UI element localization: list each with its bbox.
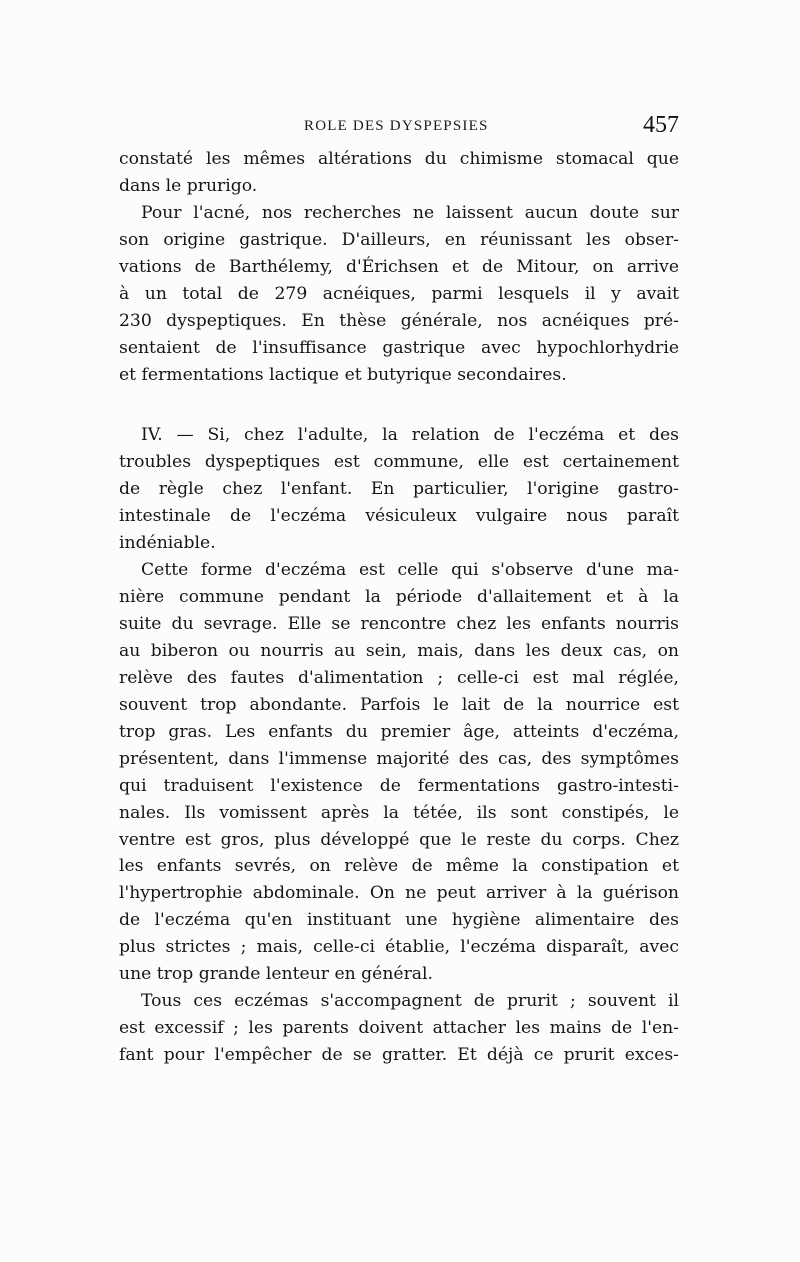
section-gap [119,388,679,422]
text-line: constaté les mêmes altérations du chimisme stomacal que [119,149,679,169]
text-line: de l'eczéma qu'en instituant une hygiène alimentaire des [119,910,679,931]
paragraph [119,146,679,200]
text-line: suite du sevrage. Elle se rencontre chez les enfants nourris [119,614,679,634]
text-line: à un total de 279 acnéiques, parmi lesquels il y avait [119,283,679,304]
text-line: une trop grande lenteur en général. [119,964,433,985]
body-text [119,146,679,1069]
text-line: fant pour l'empêcher de se gratter. Et déjà ce prurit exces- [119,1045,679,1065]
text-line: dans le prurigo. [119,175,258,196]
text-line: 230 dyspeptiques. En thèse générale, nos acnéiques pré- [119,310,679,331]
text-line: nière commune pendant la période d'allaitement et à la [119,587,679,608]
paragraph [119,988,679,1069]
text-line: nales. Ils vomissent après la tétée, ils sont constipés, le [119,802,679,823]
text-line: les enfants sevrés, on relève de même la constipation et [119,856,679,877]
text-line: Tous ces eczémas s'accompagnent de prurit ; souvent il [141,991,679,1012]
text-line: sentaient de l'insuffisance gastrique avec hypochlorhydrie [119,337,679,358]
text-line: ventre est gros, plus développé que le reste du corps. Chez [119,829,679,850]
text-line: qui traduisent l'existence de fermentations gastro-intesti- [119,775,679,796]
text-line: de règle chez l'enfant. En particulier, l'origine gastro- [119,479,679,500]
text-line: son origine gastrique. D'ailleurs, en réunissant les obser- [119,229,679,250]
text-line: au biberon ou nourris au sein, mais, dans les deux cas, on [119,640,679,661]
text-line: l'hypertrophie abdominale. On ne peut arriver à la guérison [119,883,679,904]
running-title: ROLE DES DYSPEPSIES [304,118,489,134]
text-line: et fermentations lactique et butyrique secondaires. [119,364,567,385]
paragraph [119,200,679,389]
text-line: intestinale de l'eczéma vésiculeux vulgaire nous paraît [119,506,679,527]
paragraph [119,422,679,557]
text-line: trop gras. Les enfants du premier âge, atteints d'eczéma, [119,721,679,742]
text-line: IV. — Si, chez l'adulte, la relation de l'eczéma et des [141,425,679,446]
page-header [119,112,679,146]
text-line: vations de Barthélemy, d'Érichsen et de Mitour, on arrive [119,256,679,277]
text-line: souvent trop abondante. Parfois le lait de la nourrice est [119,694,679,715]
paragraph [119,557,679,988]
text-line: Pour l'acné, nos recherches ne laissent aucun doute sur [141,202,679,223]
text-line: plus strictes ; mais, celle-ci établie, l'eczéma disparaît, avec [119,937,679,958]
text-line: présentent, dans l'immense majorité des cas, des symptômes [119,748,679,769]
text-line: relève des fautes d'alimentation ; celle-ci est mal réglée, [119,667,679,688]
text-line: troubles dyspeptiques est commune, elle est certainement [119,452,679,473]
text-line: est excessif ; les parents doivent attacher les mains de l'en- [119,1018,679,1039]
text-line: indéniable. [119,533,216,554]
text-line: Cette forme d'eczéma est celle qui s'observe d'une ma- [141,560,679,581]
page-number: 457 [643,112,679,138]
